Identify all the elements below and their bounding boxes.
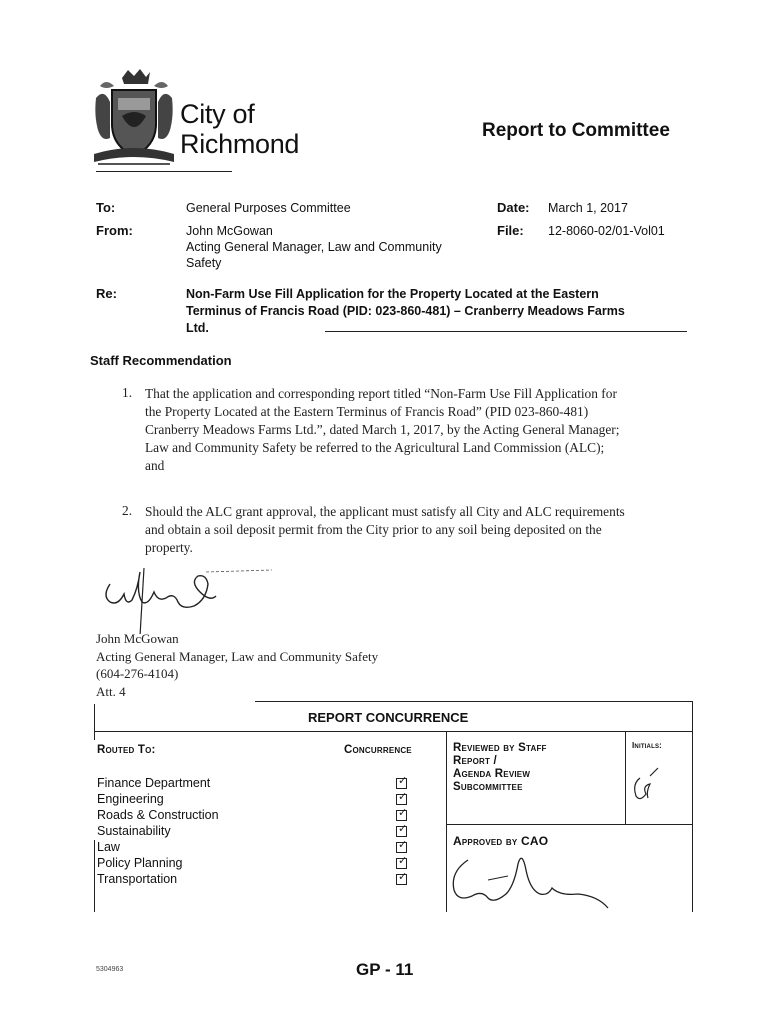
reviewed-header-line2: Report / xyxy=(453,755,497,767)
from-name: John McGowan xyxy=(186,224,273,238)
rec-item-2-line: property. xyxy=(145,540,193,555)
org-name-line2: Richmond xyxy=(180,129,300,159)
department-list xyxy=(97,775,219,887)
department-name: Engineering xyxy=(97,792,164,806)
concurrence-checkbox[interactable] xyxy=(396,871,408,885)
reviewed-by-header xyxy=(453,742,547,794)
initials-header: Initials: xyxy=(632,741,663,750)
subject-rule xyxy=(325,331,687,332)
table-border-right xyxy=(692,701,693,912)
checkmark-icon: ✓ xyxy=(398,775,408,787)
reviewed-header-line4: Subcommittee xyxy=(453,781,523,793)
initials-column-divider xyxy=(625,731,626,824)
checkmark-icon: ✓ xyxy=(398,807,408,819)
concurrence-checkbox[interactable] xyxy=(396,855,408,869)
table-border-top xyxy=(255,701,693,702)
routed-to-header: Routed To: xyxy=(97,744,156,756)
from-title-line1: Acting General Manager, Law and Community xyxy=(186,240,442,254)
department-name: Policy Planning xyxy=(97,856,183,870)
subject-line3: Ltd. xyxy=(186,321,209,335)
from-title-line2: Safety xyxy=(186,256,222,270)
rec-item-2-number: 2. xyxy=(122,503,133,518)
staff-recommendation-heading: Staff Recommendation xyxy=(90,353,232,368)
checkmark-icon: ✓ xyxy=(398,871,408,883)
concurrence-table-title: REPORT CONCURRENCE xyxy=(308,710,469,725)
rec-item-2 xyxy=(145,503,690,557)
rec-item-2-line: Should the ALC grant approval, the applicant must satisfy all City and ALC requirements xyxy=(145,504,625,519)
checkmark-icon: ✓ xyxy=(398,855,408,867)
concurrence-checkboxes xyxy=(396,775,416,898)
rec-item-1-line: That the application and corresponding report titled “Non-Farm Use Fill Application for xyxy=(145,386,617,401)
from-label: From: xyxy=(96,223,133,238)
table-header-rule xyxy=(94,731,693,732)
handwritten-signature xyxy=(96,562,286,634)
logo-underline xyxy=(96,171,232,172)
reviewed-header-line1: Reviewed by Staff xyxy=(453,742,547,754)
file-label: File: xyxy=(497,223,524,238)
rec-item-1-line: Cranberry Meadows Farms Ltd.”, dated March 1, 2017, by the Acting General Manager; xyxy=(145,422,620,437)
concurrence-checkbox[interactable] xyxy=(396,839,408,853)
department-name: Law xyxy=(97,840,120,854)
date-label: Date: xyxy=(497,200,530,215)
concurrence-checkbox[interactable] xyxy=(396,775,408,789)
table-column-divider xyxy=(446,731,447,912)
cao-signature xyxy=(448,846,618,916)
department-name: Sustainability xyxy=(97,824,171,838)
handwritten-initials xyxy=(628,764,668,804)
org-name-line1: City of xyxy=(180,99,255,129)
department-name: Finance Department xyxy=(97,776,211,790)
checkmark-icon: ✓ xyxy=(398,839,408,851)
report-title: Report to Committee xyxy=(482,120,670,141)
department-name: Roads & Construction xyxy=(97,808,219,822)
to-label: To: xyxy=(96,200,116,215)
table-border-left xyxy=(94,704,95,740)
department-name: Transportation xyxy=(97,872,178,886)
concurrence-checkbox[interactable] xyxy=(396,791,408,805)
reviewed-row-rule xyxy=(446,824,693,825)
concurrence-checkbox[interactable] xyxy=(396,823,408,837)
concurrence-checkbox[interactable] xyxy=(396,807,408,821)
to-value: General Purposes Committee xyxy=(186,201,351,215)
rec-item-1-line: Law and Community Safety be referred to the Agricultural Land Commission (ALC); xyxy=(145,440,605,455)
reviewed-header-line3: Agenda Review xyxy=(453,768,531,780)
attachments-count: Att. 4 xyxy=(96,684,126,699)
subject-line2: Terminus of Francis Road (PID: 023-860-481) – Cranberry Meadows Farms xyxy=(186,304,625,318)
document-code: 5304963 xyxy=(96,966,124,973)
rec-item-1 xyxy=(145,385,685,475)
rec-item-1-line: and xyxy=(145,458,165,473)
subject-line1: Non-Farm Use Fill Application for the Property Located at the Eastern xyxy=(186,287,599,301)
approved-by-cao-header: Approved by CAO xyxy=(453,834,549,848)
city-crest-logo xyxy=(92,68,176,168)
re-label: Re: xyxy=(96,286,117,301)
rec-item-1-number: 1. xyxy=(122,385,133,400)
signatory-name: John McGowan xyxy=(96,631,179,646)
checkmark-icon: ✓ xyxy=(398,823,408,835)
checkmark-icon: ✓ xyxy=(398,791,408,803)
table-border-left-lower xyxy=(94,840,95,912)
concurrence-header: Concurrence xyxy=(344,744,412,756)
rec-item-1-line: the Property Located at the Eastern Terminus of Francis Road” (PID 023-860-481) xyxy=(145,404,589,419)
date-value: March 1, 2017 xyxy=(548,201,628,215)
page-number: GP - 11 xyxy=(356,960,414,979)
subject-text xyxy=(186,286,686,337)
file-value: 12-8060-02/01-Vol01 xyxy=(548,224,665,238)
rec-item-2-line: and obtain a soil deposit permit from the City prior to any soil being deposited on the xyxy=(145,522,602,537)
signatory-title: Acting General Manager, Law and Community Safety xyxy=(96,649,379,664)
signatory-phone: (604-276-4104) xyxy=(96,666,179,681)
